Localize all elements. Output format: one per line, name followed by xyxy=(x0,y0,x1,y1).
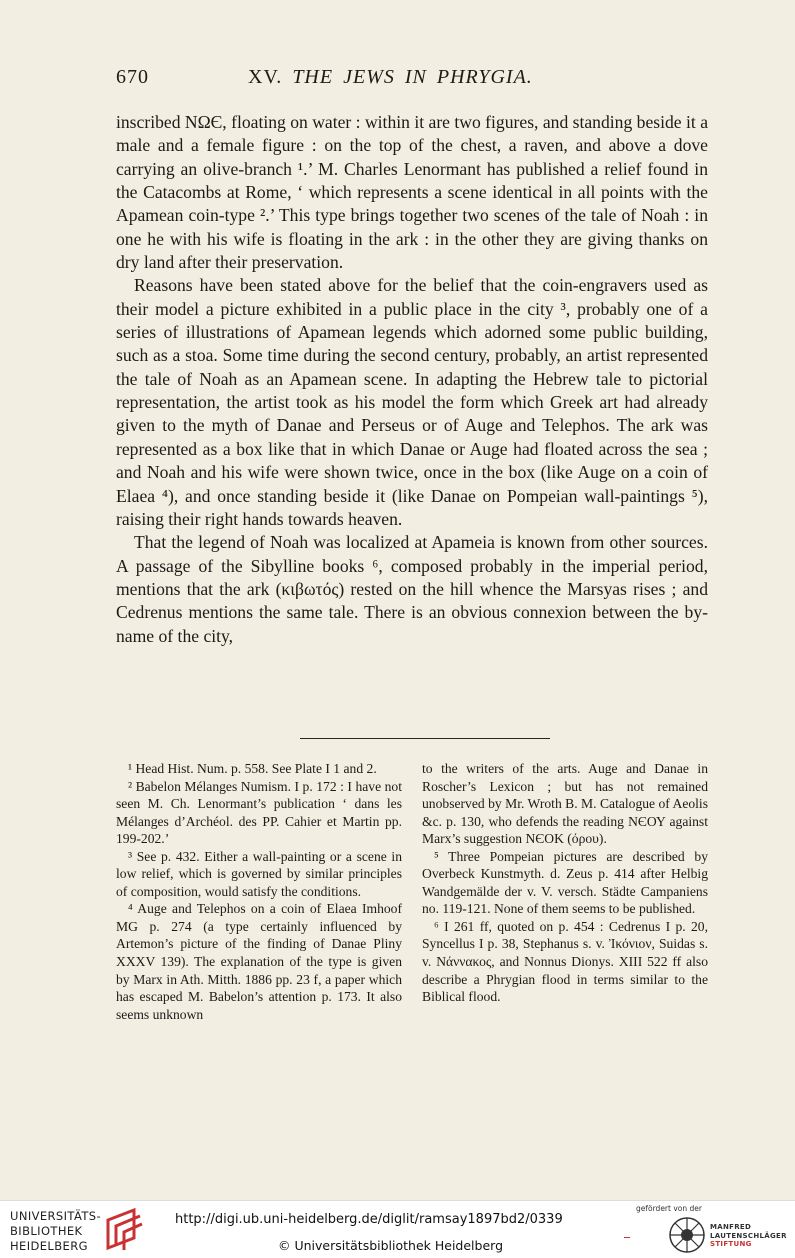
footnote-6: ⁶ I 261 ff, quoted on p. 454 : Cedrenus I p. 20, Syncellus I p. 38, Stephanus s. v. Ἰκόνιον, Suidas s. v. Νάννακος, and Nonnus Dionys. XIII 522 ff also describe a Phrygian flood in terms similar to the Biblical flood. xyxy=(422,918,708,1005)
funded-by-label: gefördert von der xyxy=(636,1204,702,1213)
sponsor-logo-icon[interactable] xyxy=(666,1215,708,1255)
footnote-5: ⁵ Three Pompeian pictures are described by Overbeck Kunstmyth. d. Zeus p. 414 after Helbig Wandgemälde der v. V. versch. Städte Campaniens no. 119-121. None of them seems to be published. xyxy=(422,848,708,917)
footnotes-left-column xyxy=(116,760,402,1023)
footnote-divider xyxy=(300,738,550,739)
footnote-1: ¹ Head Hist. Num. p. 558. See Plate I 1 and 2. xyxy=(128,761,377,776)
footnotes xyxy=(116,760,708,1023)
paragraph-1: inscribed ΝΩЄ, floating on water : within it are two figures, and standing beside it a male and a female figure : on the top of the chest, a raven, and above a dove carrying an olive-branch ¹.’ M. Charles Lenormant has published a relief found in the Catacombs at Rome, ‘ which represents a scene identical in all points with the Apamean coin-type ².’ This type brings together two scenes of the tale of Noah : in one he with his wife is floating in the ark : in the other they are giving thanks on dry land after their preservation. xyxy=(116,112,708,273)
library-name-line-1: UNIVERSITÄTS- xyxy=(10,1209,102,1223)
paragraph-3: That the legend of Noah was localized at Apameia is known from other sources. A passage of the Sibylline books ⁶, composed probably in the imperial period, mentions that the ark (κιβωτός) rested on the hill whence the Marsyas rises ; and Cedrenus mentions the same tale. There is an obvious connexion between the by-name of the city, xyxy=(116,532,708,646)
copyright-notice: © Universitätsbibliothek Heidelberg xyxy=(278,1238,504,1253)
permalink-url[interactable]: http://digi.ub.uni-heidelberg.de/diglit/ramsay1897bd2/0339 xyxy=(175,1212,563,1227)
footnote-2: ² Babelon Mélanges Numism. I p. 172 : I have not seen M. Ch. Lenormant’s publication ‘ dans les Mélanges d’Archéol. des PP. Cahier et Martin pp. 199-202.’ xyxy=(116,778,402,847)
footnotes-right-column xyxy=(422,760,708,1023)
viewer-footer xyxy=(0,1200,795,1258)
library-name-line-3: HEIDELBERG xyxy=(10,1239,88,1253)
paragraph-2: Reasons have been stated above for the belief that the coin-engravers used as their model a picture exhibited in a public place in the city ³, probably one of a series of illustrations of Apamean legends which adorned some public building, such as a stoa. Some time during the second century, probably, an artist represented the tale of Noah as an Apamean scene. In adapting the Hebrew tale to pictorial representation, the artist took as his model the form which Greek art had already given to the myth of Danae and Perseus or of Auge and Telephos. The ark was represented as a box like that in which Danae or Auge had floated across the sea ; and Noah and his wife were shown twice, once in the box (like Auge on a coin of Elaea ⁴), and once standing beside it (like Danae on Pompeian wall-paintings ⁵), raising their right hands towards heaven. xyxy=(116,275,708,529)
sponsor-name-line-2: LAUTENSCHLÄGER xyxy=(710,1231,787,1240)
library-name-line-2: BIBLIOTHEK xyxy=(10,1224,83,1238)
library-logo-icon[interactable] xyxy=(104,1206,144,1252)
footnote-3: ³ See p. 432. Either a wall-painting or a scene in low relief, which is governed by similar principles of composition, would satisfy the conditions. xyxy=(116,848,402,899)
sponsor-name xyxy=(710,1223,787,1249)
footnote-4-continued: to the writers of the arts. Auge and Danae in Roscher’s Lexicon ; but has not remained unobserved by Mr. Wroth B. M. Catalogue of Aeolis &c. p. 130, who defends the reading ΝЄΟΥ against Marx’s suggestion ΝЄΟΚ (όρου). xyxy=(422,761,708,847)
running-header xyxy=(116,66,708,96)
separator-dash xyxy=(624,1237,630,1238)
chapter-title: THE JEWS IN PHRYGIA. xyxy=(292,66,533,88)
main-text xyxy=(116,111,708,648)
sponsor-name-line-1: MANFRED xyxy=(710,1223,752,1231)
footnote-4: ⁴ Auge and Telephos on a coin of Elaea Imhoof MG p. 274 (a type certainly influenced by Artemon’s picture of the finding of Danae Pliny XXXV 139). The explanation of the type is given by Marx in Ath. Mitth. 1886 pp. 23 f, a paper which has escaped M. Babelon’s attention p. 173. It also seems unknown xyxy=(116,901,402,1022)
sponsor-name-line-3: STIFTUNG xyxy=(710,1240,752,1248)
chapter-number: XV. xyxy=(248,66,283,88)
library-name xyxy=(10,1209,101,1254)
page-number: 670 xyxy=(116,66,149,88)
page-title xyxy=(248,66,533,89)
